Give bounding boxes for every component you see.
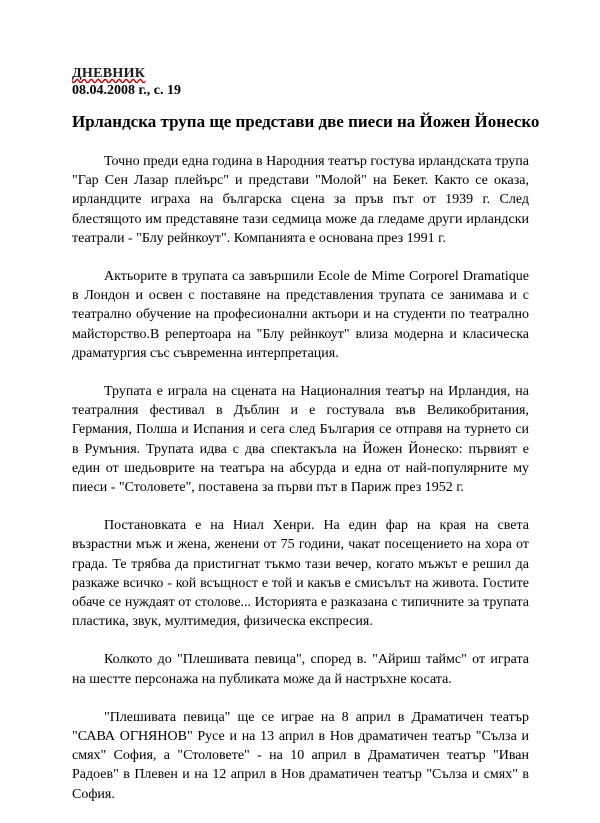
article-paragraph: Трупата е играла на сцената на Националния театър на Ирландия, на театралния фестивал в Дъблин и е гостувала във Великобритания, Германия, Полша и Испания и сега след България се отправя на турнето си в Румъния. Трупата идва с два спектакъла на Йожен Йонеско: първият е един от шедьоврите на театъра на абсурда и една от най-популярните му пиеси - "Столовете", поставена за първи път в Париж през 1952 г. xyxy=(72,384,529,496)
publication-name: ДНЕВНИК xyxy=(72,66,146,81)
article-paragraph: Постановката е на Ниал Хенри. На един фар на края на света възрастни мъж и жена, женени от 75 години, чакат посещението на хора от града. Те трябва да пристигнат тъкмо тази вечер, когато мъжът е решил да разкаже всичко - кой всъщност е той и какъв е смисълът на живота. Гостите обаче се нуждаят от столове... Историята е разказана с типичните за трупата пластика, звук, мултимедия, физическа експресия. xyxy=(72,518,529,630)
publication-date-page: 08.04.2008 г., с. 19 xyxy=(72,83,181,98)
article-paragraph: "Плешивата певица" ще се играе на 8 април в Драматичен театър "САВА ОГНЯНОВ" Русе и на 13 април в Нов драматичен театър "Сълза и смях" София, а "Столовете" - на 10 април в Драматичен театър "Иван Радоев" в Плевен и на 12 април в Нов драматичен театър "Сълза и смях" в София. xyxy=(72,709,529,802)
article-paragraph: Колкото до "Плешивата певица", според в. "Айриш таймс" от играта на шестте персонажа на публиката може да й настръхне косата. xyxy=(72,652,529,687)
article-paragraph: Точно преди една година в Народния театър гостува ирландската трупа "Гар Сен Лазар плейърс" и представи "Молой" на Бекет. Както се оказа, ирландците играха на българска сцена за пръв път от 1939 г. След блестящото им представяне тази седмица може да гледаме други ирландски театрали - "Блу рейнкоут". Компанията е основана през 1991 г. xyxy=(72,154,529,246)
article-headline: Ирландска трупа ще представи две пиеси на Йожен Йонеско xyxy=(72,112,540,131)
article-paragraph: Актьорите в трупата са завършили Ecole de Mime Corporel Dramatique в Лондон и освен с поставяне на представления трупата се занимава и с театрално обучение на професионални актьори и на студенти по театрално майсторство.В репертоара на "Блу рейнкоут" влиза модерна и класическа драматургия със съвременна интерпретация. xyxy=(72,269,529,361)
article-body xyxy=(72,152,529,823)
